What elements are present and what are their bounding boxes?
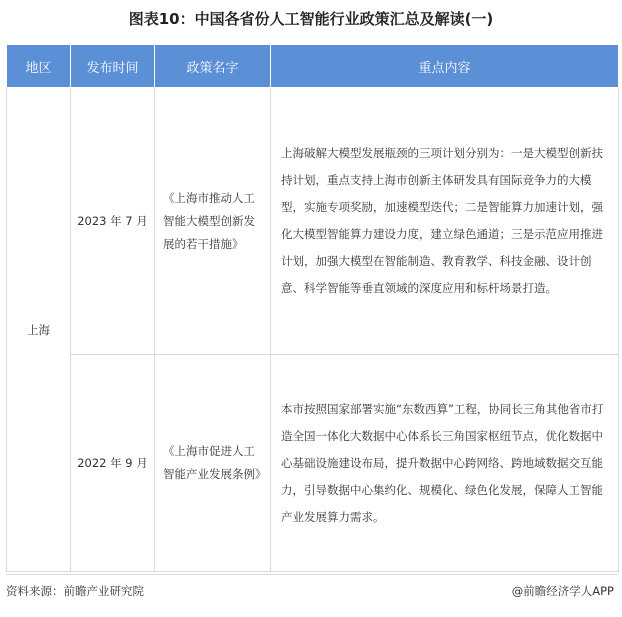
date-cell: 2023 年 7 月 bbox=[71, 88, 155, 355]
header-date: 发布时间 bbox=[71, 45, 155, 88]
content-cell: 上海破解大模型发展瓶颈的三项计划分别为：一是大模型创新扶持计划，重点支持上海市创新主体研发具有国际竞争力的大模型，实施专项奖励，加速模型迭代；二是智能算力加速计划，强化大模型智能算力建设力度，建立绿色通道；三是示范应用推进计划，加强大模型在智能制造、教育教学、科技金融、设计创意、科学智能等垂直领域的深度应用和标杆场景打造。 bbox=[271, 88, 619, 355]
figure-title: 图表10：中国各省份人工智能行业政策汇总及解读(一) bbox=[128, 10, 494, 28]
header-key-content: 重点内容 bbox=[271, 45, 619, 88]
header-policy-name: 政策名字 bbox=[155, 45, 271, 88]
header-region: 地区 bbox=[7, 45, 71, 88]
footer-divider bbox=[6, 574, 618, 575]
region-cell: 上海 bbox=[7, 88, 71, 572]
table-row bbox=[7, 88, 619, 355]
date-cell: 2022 年 9 月 bbox=[71, 355, 155, 572]
policy-table bbox=[6, 44, 619, 572]
content-cell: 本市按照国家部署实施“东数西算”工程，协同长三角其他省市打造全国一体化大数据中心体系长三角国家枢纽节点，优化数据中心基础设施建设布局，提升数据中心跨网络、跨地域数据交互能力，引导数据中心集约化、规模化、绿色化发展，保障人工智能产业发展算力需求。 bbox=[271, 355, 619, 572]
policy-name-cell: 《上海市推动人工智能大模型创新发展的若干措施》 bbox=[155, 88, 271, 355]
table-header-row bbox=[7, 45, 619, 88]
policy-name-cell: 《上海市促进人工智能产业发展条例》 bbox=[155, 355, 271, 572]
brand-credit: @前瞻经济学人APP bbox=[511, 584, 614, 598]
table-row bbox=[7, 355, 619, 572]
source-note: 资料来源：前瞻产业研究院 bbox=[6, 584, 144, 598]
